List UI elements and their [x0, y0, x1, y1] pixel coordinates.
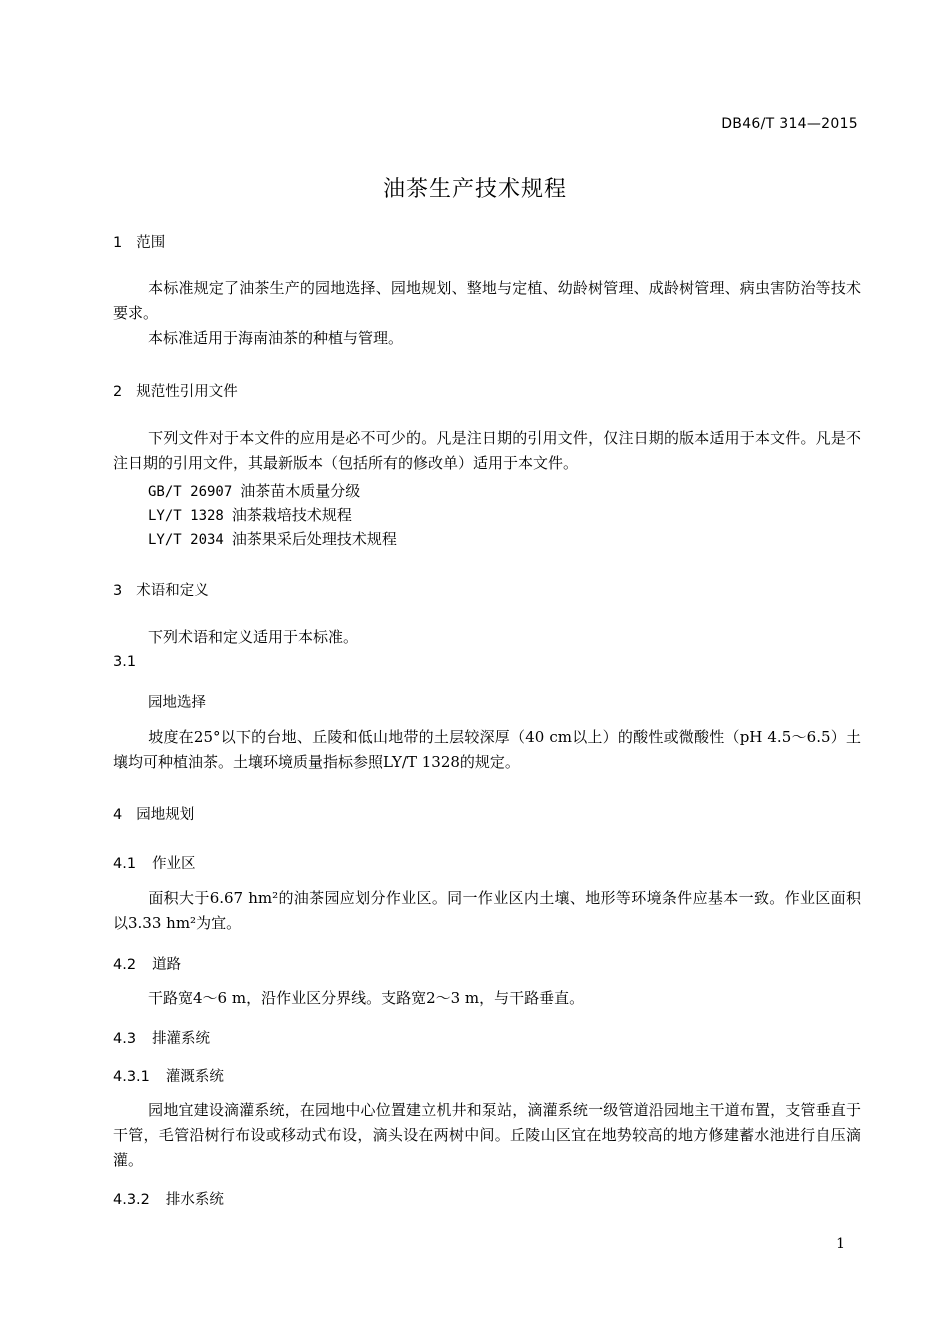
subsection-4-1-paragraph: 面积大于6.67 hm²的油茶园应划分作业区。同一作业区内土壤、地形等环境条件应基本一致。作业区面积以3.33 hm²为宜。 [113, 889, 861, 932]
section-4-heading [113, 803, 194, 824]
section-3-heading [113, 579, 209, 600]
reference-name: 油茶苗木质量分级 [240, 482, 361, 500]
section-title: 排灌系统 [152, 1031, 211, 1047]
section-title: 排水系统 [165, 1192, 224, 1208]
section-number: 2 [113, 384, 123, 400]
section-number: 4.2 [113, 957, 137, 973]
section-1-paragraph-1: 本标准规定了油茶生产的园地选择、园地规划、整地与定植、幼龄树管理、成龄树管理、病虫害防治等技术要求。 [113, 279, 861, 322]
section-3-paragraph-1: 下列术语和定义适用于本标准。 [148, 628, 359, 646]
section-title: 规范性引用文件 [136, 384, 238, 400]
subsection-4-3-1-heading [113, 1065, 224, 1086]
section-2-paragraph-1: 下列文件对于本文件的应用是必不可少的。凡是注日期的引用文件，仅注日期的版本适用于本文件。凡是不注日期的引用文件，其最新版本（包括所有的修改单）适用于本文件。 [113, 429, 861, 472]
subsection-4-2-heading [113, 953, 181, 974]
section-number: 3 [113, 583, 123, 599]
reference-code: LY/T 1328 [148, 508, 224, 524]
section-number: 4.1 [113, 856, 137, 872]
term-definition: 坡度在25°以下的台地、丘陵和低山地带的土层较深厚（40 cm以上）的酸性或微酸性（pH 4.5～6.5）土壤均可种植油茶。土壤环境质量指标参照LY/T 1328的规定。 [113, 728, 861, 771]
reference-item [148, 528, 397, 549]
section-number: 4.3 [113, 1031, 137, 1047]
reference-code: GB/T 26907 [148, 484, 233, 500]
subsection-4-3-heading [113, 1027, 210, 1048]
section-title: 作业区 [152, 856, 196, 872]
section-1-paragraph-2: 本标准适用于海南油茶的种植与管理。 [148, 329, 404, 347]
reference-name: 油茶果采后处理技术规程 [231, 530, 397, 548]
reference-name: 油茶栽培技术规程 [231, 506, 352, 524]
reference-item [148, 504, 352, 525]
section-number: 4.3.1 [113, 1069, 150, 1085]
section-title: 园地规划 [136, 807, 195, 823]
reference-item [148, 480, 360, 501]
section-title: 道路 [152, 957, 182, 973]
reference-code: LY/T 2034 [148, 532, 224, 548]
subsection-4-1-heading [113, 852, 196, 873]
subsection-4-2-paragraph: 干路宽4～6 m，沿作业区分界线。支路宽2～3 m，与干路垂直。 [148, 989, 585, 1007]
document-title: 油茶生产技术规程 [382, 177, 567, 202]
term-name: 园地选择 [148, 695, 206, 711]
section-1-heading [113, 231, 165, 252]
section-number: 4 [113, 807, 123, 823]
document-code: DB46/T 314—2015 [721, 116, 858, 132]
section-title: 灌溉系统 [165, 1069, 224, 1085]
section-number: 1 [113, 235, 123, 251]
section-2-heading [113, 380, 238, 401]
section-title: 术语和定义 [136, 583, 209, 599]
section-number: 4.3.2 [113, 1192, 150, 1208]
page-number: 1 [836, 1236, 845, 1252]
subsection-4-3-1-paragraph: 园地宜建设滴灌系统，在园地中心位置建立机井和泵站，滴灌系统一级管道沿园地主干道布置，支管垂直于干管，毛管沿树行布设或移动式布设，滴头设在两树中间。丘陵山区宜在地势较高的地方修建蓄水池进行自压滴灌。 [113, 1101, 861, 1169]
term-number: 3.1 [113, 654, 137, 670]
subsection-4-3-2-heading [113, 1188, 224, 1209]
section-title: 范围 [136, 235, 166, 251]
